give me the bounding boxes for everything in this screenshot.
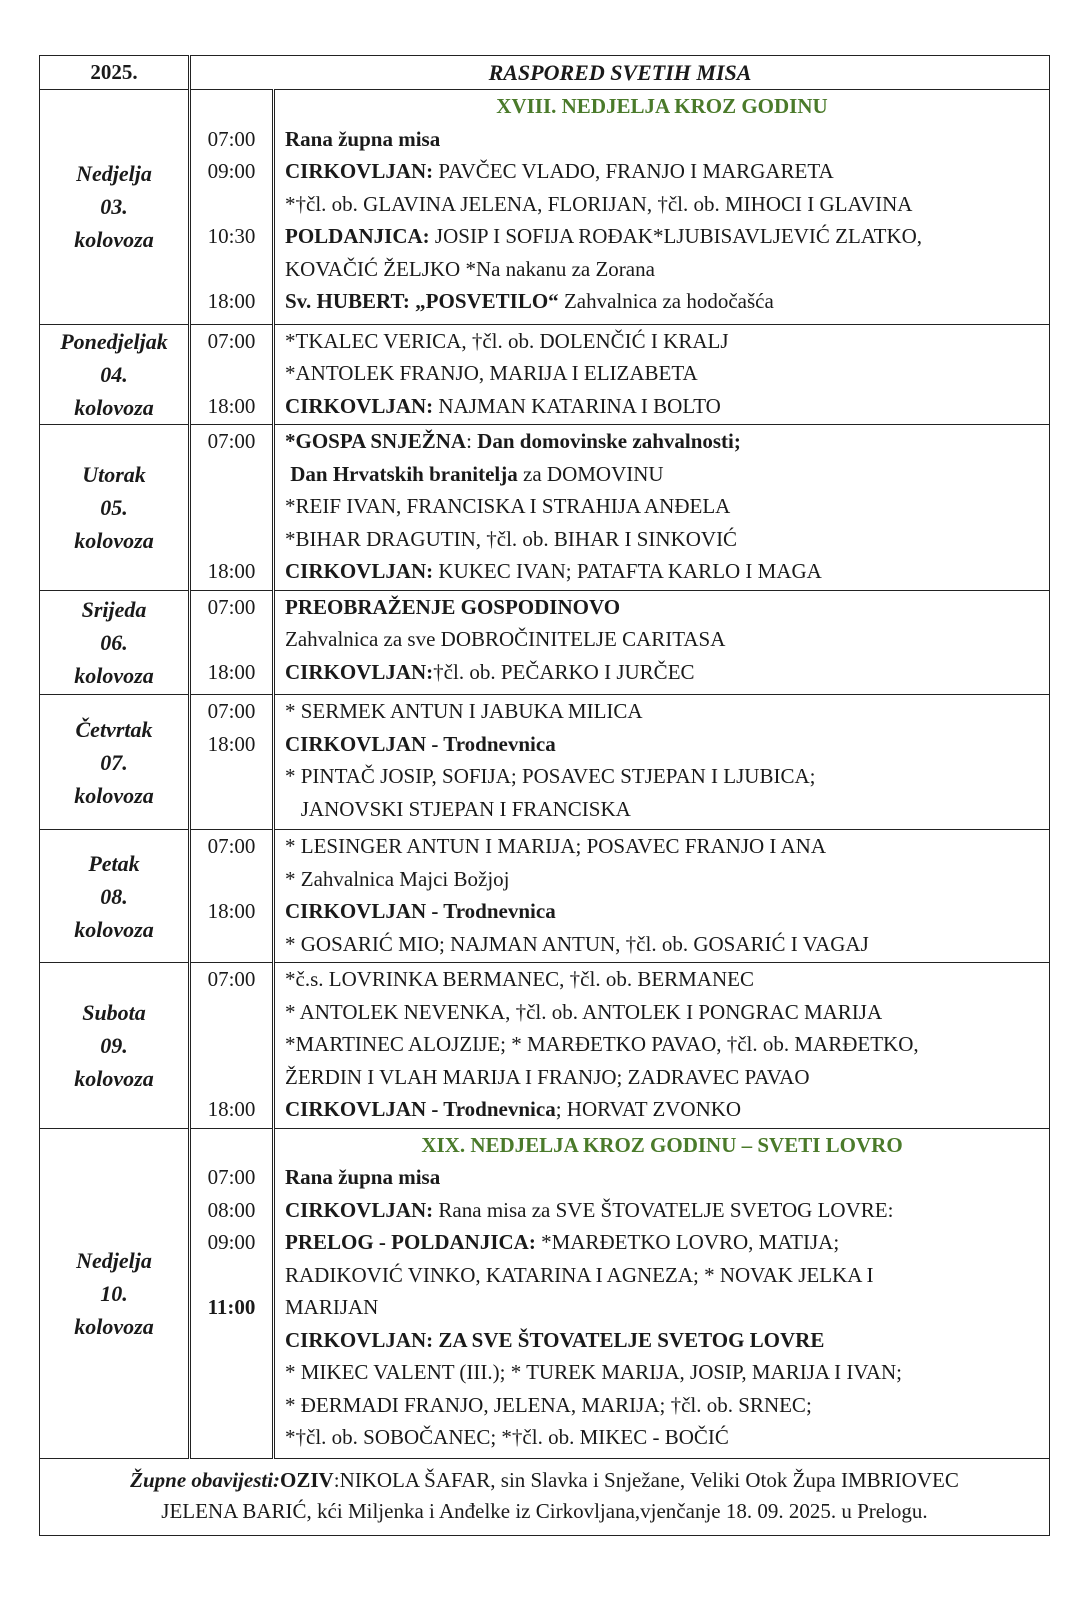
mass-time bbox=[191, 996, 272, 1029]
day-cell bbox=[40, 830, 190, 963]
intention-line bbox=[285, 928, 1049, 961]
intention-line bbox=[285, 357, 1049, 390]
day-cell bbox=[40, 1128, 190, 1458]
intention-text: * ANTOLEK NEVENKA, †čl. ob. ANTOLEK I PONGRAC MARIJA bbox=[285, 999, 883, 1024]
intentions-cell bbox=[274, 963, 1050, 1129]
mass-time bbox=[191, 1259, 272, 1292]
mass-time: 07:00 bbox=[207, 126, 256, 151]
day-day: Petak bbox=[88, 850, 140, 876]
intentions-cell bbox=[274, 590, 1050, 695]
intention-text: KUKEC IVAN; PATAFTA KARLO I MAGA bbox=[433, 559, 822, 583]
mass-time: 18:00 bbox=[207, 659, 256, 684]
feast-title: XVIII. NEDJELJA KROZ GODINU bbox=[496, 94, 828, 118]
intention-line bbox=[285, 523, 1049, 556]
time-spacer bbox=[191, 90, 272, 123]
intention-location: CIRKOVLJAN: bbox=[285, 559, 434, 583]
intention-line bbox=[285, 458, 1049, 491]
mass-time bbox=[191, 1324, 272, 1357]
mass-time: 10:30 bbox=[207, 224, 256, 248]
day-day: Srijeda bbox=[81, 596, 147, 622]
times-cell bbox=[190, 695, 274, 830]
intention-text: NAJMAN KATARINA I BOLTO bbox=[433, 393, 721, 418]
intention-line bbox=[285, 1061, 1049, 1094]
day-row bbox=[40, 963, 1050, 1129]
intention-line bbox=[285, 1421, 1049, 1454]
day-date: 08. bbox=[100, 883, 128, 909]
day-month: kolovoza bbox=[74, 1313, 154, 1339]
intentions-cell bbox=[274, 1128, 1050, 1458]
parish-notice bbox=[40, 1458, 1050, 1535]
times-cell bbox=[190, 1128, 274, 1458]
year-label: 2025. bbox=[40, 56, 190, 90]
intention-location: CIRKOVLJAN - Trodnevnica bbox=[285, 899, 556, 923]
mass-time bbox=[191, 1389, 272, 1422]
mass-time bbox=[191, 760, 272, 793]
day-row bbox=[40, 324, 1050, 425]
notice-text-1: :NIKOLA ŠAFAR, sin Slavka i Snježane, Veliki Otok Župa IMBRIOVEC bbox=[333, 1467, 959, 1492]
intention-location: Sv. HUBERT: „POSVETILO“ bbox=[285, 289, 559, 313]
day-date: 05. bbox=[100, 494, 128, 520]
intention-text: *BIHAR DRAGUTIN, †čl. ob. BIHAR I SINKOVIĆ bbox=[285, 526, 738, 551]
intention-text: *†čl. ob. GLAVINA JELENA, FLORIJAN, †čl. ob. MIHOCI I GLAVINA bbox=[285, 191, 913, 216]
notice-row bbox=[40, 1458, 1050, 1535]
feast-title: XIX. NEDJELJA KROZ GODINU – SVETI LOVRO bbox=[421, 1132, 903, 1157]
day-cell bbox=[40, 695, 190, 830]
intention-text: KOVAČIĆ ŽELJKO *Na nakanu za Zorana bbox=[285, 256, 655, 281]
intention-line bbox=[285, 285, 1049, 318]
intention-line bbox=[285, 490, 1049, 523]
day-row bbox=[40, 830, 1050, 963]
mass-time bbox=[191, 623, 272, 656]
notice-label: Župne obavijesti: bbox=[130, 1467, 281, 1492]
day-day: Ponedjeljak bbox=[60, 328, 168, 354]
intentions-cell bbox=[274, 90, 1050, 325]
mass-time: 09:00 bbox=[207, 1230, 256, 1254]
intention-line bbox=[285, 656, 1049, 689]
intention-line bbox=[285, 695, 1049, 728]
intention-text: za DOMOVINU bbox=[517, 461, 664, 486]
day-day: Nedjelja bbox=[76, 1247, 152, 1273]
intentions-cell bbox=[274, 324, 1050, 425]
notice-line-1 bbox=[48, 1465, 1041, 1496]
intention-line bbox=[285, 1259, 1049, 1292]
intention-line bbox=[285, 555, 1049, 588]
intention-line bbox=[285, 895, 1049, 928]
intention-line bbox=[285, 1093, 1049, 1126]
schedule-title: RASPORED SVETIH MISA bbox=[190, 56, 1050, 90]
header-row bbox=[40, 56, 1050, 90]
day-day: Subota bbox=[82, 999, 146, 1025]
intention-line bbox=[285, 1028, 1049, 1061]
mass-time bbox=[191, 253, 272, 286]
mass-schedule-sheet bbox=[39, 55, 1049, 1536]
mass-time: 07:00 bbox=[207, 967, 256, 991]
intention-line bbox=[285, 1194, 1049, 1227]
intention-text: * ĐERMADI FRANJO, JELENA, MARIJA; †čl. ob. SRNEC; bbox=[285, 1392, 812, 1417]
day-row bbox=[40, 425, 1050, 591]
intention-text: RADIKOVIĆ VINKO, KATARINA I AGNEZA; * NOVAK JELKA I bbox=[285, 1262, 874, 1287]
intention-location: Rana župna misa bbox=[285, 1165, 441, 1189]
intention-line bbox=[285, 1389, 1049, 1422]
mass-time bbox=[191, 793, 272, 826]
intentions-cell bbox=[274, 425, 1050, 591]
mass-time: 07:00 bbox=[207, 429, 256, 453]
intention-text: ŽERDIN I VLAH MARIJA I FRANJO; ZADRAVEC PAVAO bbox=[285, 1064, 810, 1089]
intention-line bbox=[285, 830, 1049, 863]
intention-text: *č.s. LOVRINKA BERMANEC, †čl. ob. BERMANEC bbox=[285, 967, 755, 991]
mass-time: 18:00 bbox=[207, 731, 256, 756]
mass-time bbox=[191, 357, 272, 390]
intentions-cell bbox=[274, 830, 1050, 963]
intention-line bbox=[285, 996, 1049, 1029]
mass-time bbox=[191, 458, 272, 491]
day-month: kolovoza bbox=[74, 394, 154, 420]
day-date: 03. bbox=[100, 194, 128, 220]
intention-text: *MARĐETKO LOVRO, MATIJA; bbox=[535, 1230, 840, 1254]
intention-line bbox=[285, 1226, 1049, 1259]
intention-location: PRELOG - POLDANJICA: bbox=[285, 1230, 536, 1254]
intentions-cell bbox=[274, 695, 1050, 830]
mass-time: 07:00 bbox=[207, 834, 256, 858]
day-row bbox=[40, 1128, 1050, 1458]
day-month: kolovoza bbox=[74, 916, 154, 942]
intention-line bbox=[285, 220, 1049, 253]
intention-location: CIRKOVLJAN - Trodnevnica bbox=[285, 1097, 556, 1121]
intention-text: * PINTAČ JOSIP, SOFIJA; POSAVEC STJEPAN I LJUBICA; bbox=[285, 764, 816, 788]
intention-line bbox=[285, 155, 1049, 188]
intention-line bbox=[285, 760, 1049, 793]
mass-time: 18:00 bbox=[207, 393, 256, 418]
day-cell bbox=[40, 425, 190, 591]
intention-line bbox=[285, 963, 1049, 996]
intention-text: *†čl. ob. SOBOČANEC; *†čl. ob. MIKEC - BOČIĆ bbox=[285, 1425, 729, 1449]
mass-time bbox=[191, 1061, 272, 1094]
intention-text: * GOSARIĆ MIO; NAJMAN ANTUN, †čl. ob. GOSARIĆ I VAGAJ bbox=[285, 931, 869, 956]
day-month: kolovoza bbox=[74, 1065, 154, 1091]
times-cell bbox=[190, 90, 274, 325]
intention-line bbox=[285, 425, 1049, 458]
intention-text: Zahvalnica za sve DOBROČINITELJE CARITASA bbox=[285, 627, 726, 651]
intention-line bbox=[285, 793, 1049, 826]
times-cell bbox=[190, 425, 274, 591]
intention-text: PAVČEC VLADO, FRANJO I MARGARETA bbox=[433, 159, 834, 183]
times-cell bbox=[190, 324, 274, 425]
intention-text: : bbox=[466, 429, 478, 453]
intention-line bbox=[285, 390, 1049, 423]
intention-line bbox=[285, 325, 1049, 358]
intention-line bbox=[285, 591, 1049, 624]
intention-location: CIRKOVLJAN: bbox=[285, 1197, 434, 1222]
day-day: Nedjelja bbox=[76, 161, 152, 187]
intention-text: Zahvalnica za hodočašća bbox=[558, 289, 774, 313]
intention-location: *GOSPA SNJEŽNA bbox=[285, 429, 467, 453]
intention-line bbox=[285, 123, 1049, 156]
intention-location: CIRKOVLJAN: bbox=[285, 659, 434, 684]
intention-line bbox=[285, 863, 1049, 896]
day-row bbox=[40, 590, 1050, 695]
intention-line bbox=[285, 1324, 1049, 1357]
day-date: 06. bbox=[100, 629, 128, 655]
mass-time: 07:00 bbox=[207, 1165, 256, 1189]
time-spacer bbox=[191, 1129, 272, 1162]
day-date: 09. bbox=[100, 1032, 128, 1058]
mass-time bbox=[191, 1028, 272, 1061]
intention-text: †čl. ob. PEČARKO I JURČEC bbox=[433, 659, 695, 684]
day-cell bbox=[40, 324, 190, 425]
mass-time: 18:00 bbox=[207, 289, 256, 313]
day-date: 07. bbox=[100, 749, 128, 775]
intention-text: JANOVSKI STJEPAN I FRANCISKA bbox=[285, 796, 631, 821]
mass-time bbox=[191, 523, 272, 556]
day-cell bbox=[40, 90, 190, 325]
intention-location: Dan Hrvatskih branitelja bbox=[285, 461, 518, 486]
intention-location: CIRKOVLJAN: bbox=[285, 393, 434, 418]
intention-text: *TKALEC VERICA, †čl. ob. DOLENČIĆ I KRALJ bbox=[285, 328, 729, 353]
mass-time: 08:00 bbox=[207, 1197, 256, 1222]
intention-location: Rana župna misa bbox=[285, 126, 441, 151]
intention-line bbox=[285, 188, 1049, 221]
intention-location: PREOBRAŽENJE GOSPODINOVO bbox=[285, 594, 621, 619]
mass-time bbox=[191, 928, 272, 961]
intention-text: *MARTINEC ALOJZIJE; * MARĐETKO PAVAO, †čl. ob. MARĐETKO, bbox=[285, 1032, 919, 1056]
intention-line bbox=[285, 1291, 1049, 1324]
intention-line bbox=[285, 253, 1049, 286]
times-cell bbox=[190, 590, 274, 695]
day-month: kolovoza bbox=[74, 662, 154, 688]
mass-time bbox=[191, 1356, 272, 1389]
intention-text: * LESINGER ANTUN I MARIJA; POSAVEC FRANJO I ANA bbox=[285, 834, 826, 858]
intention-text: *ANTOLEK FRANJO, MARIJA I ELIZABETA bbox=[285, 361, 698, 385]
intention-highlight: Dan domovinske zahvalnosti; bbox=[477, 429, 741, 453]
day-month: kolovoza bbox=[74, 782, 154, 808]
mass-time bbox=[191, 863, 272, 896]
notice-line-2: JELENA BARIĆ, kći Miljenka i Anđelke iz Cirkovljana,vjenčanje 18. 09. 2025. u Prelogu. bbox=[161, 1498, 928, 1523]
mass-time: 18:00 bbox=[207, 559, 256, 583]
intention-text: Rana misa za SVE ŠTOVATELJE SVETOG LOVRE: bbox=[433, 1197, 894, 1222]
intention-text: MARIJAN bbox=[285, 1295, 379, 1319]
day-month: kolovoza bbox=[74, 227, 154, 253]
day-month: kolovoza bbox=[74, 527, 154, 553]
day-date: 04. bbox=[100, 361, 128, 387]
day-day: Utorak bbox=[82, 461, 146, 487]
mass-time: 07:00 bbox=[207, 594, 256, 619]
intention-location: CIRKOVLJAN: ZA SVE ŠTOVATELJE SVETOG LOVRE bbox=[285, 1327, 825, 1352]
mass-time: 09:00 bbox=[207, 159, 256, 183]
intention-location: CIRKOVLJAN: bbox=[285, 159, 434, 183]
day-cell bbox=[40, 590, 190, 695]
intention-line bbox=[285, 728, 1049, 761]
times-cell bbox=[190, 830, 274, 963]
mass-time bbox=[191, 1421, 272, 1454]
mass-time bbox=[191, 490, 272, 523]
intention-text: JOSIP I SOFIJA ROĐAK*LJUBISAVLJEVIĆ ZLATKO, bbox=[429, 224, 923, 248]
day-row bbox=[40, 90, 1050, 325]
intention-line bbox=[285, 1161, 1049, 1194]
mass-time: 07:00 bbox=[207, 328, 256, 353]
intention-text: ; HORVAT ZVONKO bbox=[555, 1097, 742, 1121]
day-cell bbox=[40, 963, 190, 1129]
intention-line bbox=[285, 623, 1049, 656]
mass-time: 18:00 bbox=[207, 899, 256, 923]
intention-location: CIRKOVLJAN - Trodnevnica bbox=[285, 731, 556, 756]
intention-text: * SERMEK ANTUN I JABUKA MILICA bbox=[285, 699, 643, 723]
mass-time: 07:00 bbox=[207, 699, 256, 723]
intention-text: * Zahvalnica Majci Božjoj bbox=[285, 866, 510, 891]
day-day: Četvrtak bbox=[75, 716, 153, 742]
notice-oziv: OZIV bbox=[280, 1467, 334, 1492]
intention-text: *REIF IVAN, FRANCISKA I STRAHIJA ANĐELA bbox=[285, 494, 731, 518]
intention-text: * MIKEC VALENT (III.); * TUREK MARIJA, JOSIP, MARIJA I IVAN; bbox=[285, 1360, 903, 1384]
mass-schedule-table bbox=[39, 55, 1050, 1536]
mass-time bbox=[191, 188, 272, 221]
mass-time: 18:00 bbox=[207, 1097, 256, 1121]
times-cell bbox=[190, 963, 274, 1129]
day-row bbox=[40, 695, 1050, 830]
intention-location: POLDANJICA: bbox=[285, 224, 430, 248]
intention-line bbox=[285, 1356, 1049, 1389]
day-date: 10. bbox=[100, 1280, 128, 1306]
mass-time: 11:00 bbox=[207, 1295, 256, 1319]
